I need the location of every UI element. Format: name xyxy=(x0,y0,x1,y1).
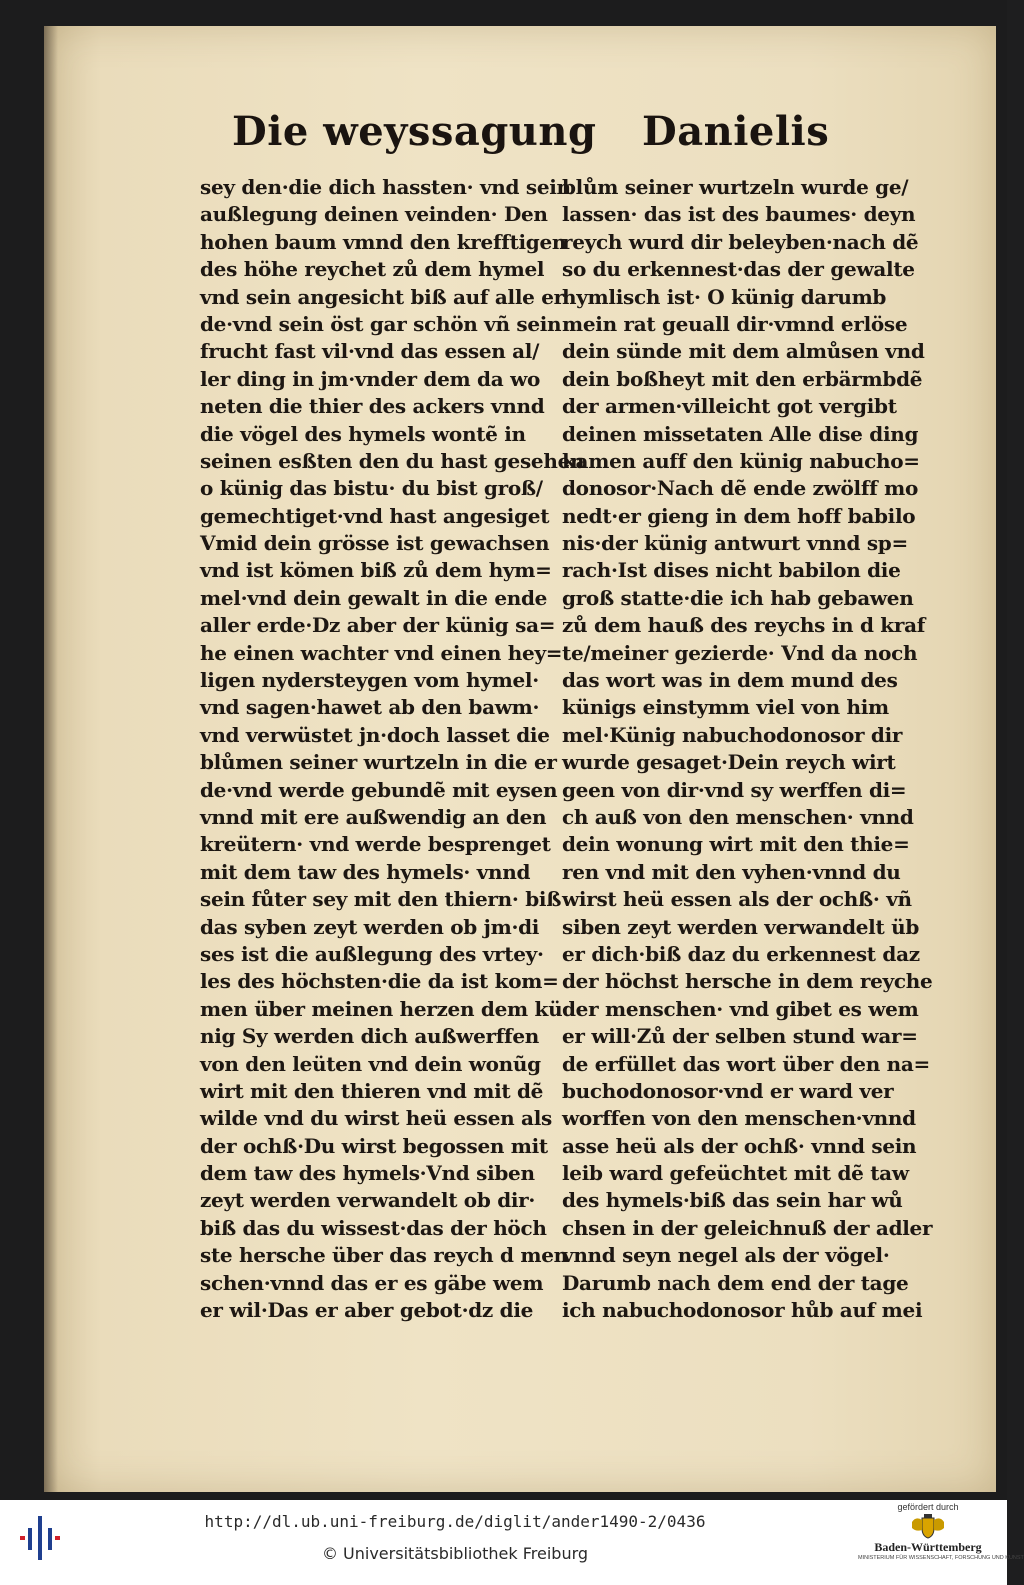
text-line: sey den·die dich hassten· vnd sein xyxy=(200,175,571,199)
text-line: dein boßheyt mit den erbärmbdẽ xyxy=(562,366,923,391)
sponsor-name: Baden-Württemberg xyxy=(874,1540,982,1554)
text-line: dein wonung wirt mit den thie= xyxy=(562,832,910,857)
text-line: vnd sagen·hawet ab den bawm· xyxy=(200,695,540,720)
text-line: mel·Künig nabuchodonosor dir xyxy=(562,722,903,747)
text-line: geen von dir·vnd sy werffen di= xyxy=(562,777,907,802)
text-line: sein fůter sey mit den thiern· biß xyxy=(200,887,562,912)
text-line: mein rat geuall dir·vmnd erlöse xyxy=(562,311,908,336)
text-line: gemechtiget·vnd hast angesiget xyxy=(200,503,550,528)
text-line: ler ding in jm·vnder dem da wo xyxy=(200,366,541,391)
text-line: worffen von den menschen·vnnd xyxy=(562,1106,916,1131)
text-line: de erfüllet das wort über den na= xyxy=(562,1051,930,1076)
text-line: wirst heü essen als der ochß· vñ xyxy=(562,887,912,912)
text-line: die vögel des hymels wontẽ in xyxy=(200,421,526,446)
text-line: er will·Zů der selben stund war= xyxy=(562,1024,918,1049)
text-line: zeyt werden verwandelt ob dir· xyxy=(200,1188,536,1213)
text-line: biß das du wissest·das der höch xyxy=(200,1215,547,1240)
text-line: o künig das bistu· du bist groß/ xyxy=(200,476,543,501)
text-line: vnnd mit ere außwendig an den xyxy=(200,804,547,829)
text-line: das wort was in dem mund des xyxy=(562,668,898,693)
text-line: des höhe reychet zů dem hymel xyxy=(200,257,545,282)
sponsor-block xyxy=(858,1502,1024,1582)
text-line: schen·vnnd das er es gäbe wem xyxy=(200,1270,544,1295)
text-line: zů dem hauß des reychs in d kraf xyxy=(562,613,926,638)
text-line: wurde gesaget·Dein reych wirt xyxy=(562,750,896,775)
text-line: außlegung deinen veinden· Den xyxy=(200,202,548,227)
text-line: der höchst hersche in dem reyche xyxy=(562,969,933,994)
text-line: vnd sein angesicht biß auf alle er xyxy=(200,284,564,309)
text-line: der menschen· vnd gibet es wem xyxy=(562,996,919,1021)
text-line: donosor·Nach dẽ ende zwölff mo xyxy=(562,476,919,501)
text-line: reych wurd dir beleyben·nach dẽ xyxy=(562,229,919,254)
text-line: les des höchsten·die da ist kom= xyxy=(200,969,559,994)
text-line: so du erkennest·das der gewalte xyxy=(562,257,915,282)
text-line: kreütern· vnd werde besprenget xyxy=(200,832,551,857)
text-line: ch auß von den menschen· vnnd xyxy=(562,804,914,829)
text-line: de·vnd werde gebundẽ mit eysen xyxy=(200,777,558,802)
text-line: des hymels·biß das sein har wů xyxy=(562,1188,903,1213)
text-line: siben zeyt werden verwandelt üb xyxy=(562,914,919,939)
text-line: te/meiner gezierde· Vnd da noch xyxy=(562,640,918,665)
sponsor-subtitle: MINISTERIUM FÜR WISSENSCHAFT, FORSCHUNG UND KUNST xyxy=(858,1555,1024,1561)
running-head-right: Danielis xyxy=(642,108,830,155)
text-line: ste hersche über das reych d men xyxy=(200,1243,568,1268)
text-line: de·vnd sein öst gar schön vñ sein xyxy=(200,311,562,336)
text-column-left xyxy=(200,174,585,1324)
text-line: nig Sy werden dich außwerffen xyxy=(200,1024,540,1049)
text-line: wilde vnd du wirst heü essen als xyxy=(200,1106,552,1131)
text-line: wirt mit den thieren vnd mit dẽ xyxy=(200,1078,544,1103)
text-column-right xyxy=(562,174,933,1324)
text-line: nis·der künig antwurt vnnd sp= xyxy=(562,531,908,556)
copyright-notice: © Universitätsbibliothek Freiburg xyxy=(321,1544,589,1563)
text-line: dem taw des hymels·Vnd siben xyxy=(200,1161,535,1186)
permalink-url[interactable]: http://dl.ub.uni-freiburg.de/diglit/ander1490-2/0436 xyxy=(204,1512,706,1531)
text-line: vnd verwüstet jn·doch lasset die xyxy=(200,722,550,747)
text-line: frucht fast vil·vnd das essen al/ xyxy=(200,339,540,364)
text-line: von den leüten vnd dein wonũg xyxy=(200,1051,541,1076)
text-line: der ochß·Du wirst begossen mit xyxy=(200,1133,548,1158)
text-line: seinen esßten den du hast gesehen xyxy=(200,448,585,473)
text-line: ses ist die außlegung des vrtey· xyxy=(200,941,544,966)
text-line: he einen wachter vnd einen hey= xyxy=(200,640,563,665)
text-line: hymlisch ist· O künig darumb xyxy=(562,284,887,309)
text-line: blůmen seiner wurtzeln in die er xyxy=(200,750,557,775)
text-line: der armen·villeicht got vergibt xyxy=(562,394,897,419)
text-line: rach·Ist dises nicht babilon die xyxy=(562,558,901,583)
text-line: groß statte·die ich hab gebawen xyxy=(562,585,914,610)
text-line: er wil·Das er aber gebot·dz die xyxy=(200,1298,534,1323)
text-line: Darumb nach dem end der tage xyxy=(562,1270,909,1295)
text-line: vnnd seyn negel als der vögel· xyxy=(562,1243,890,1268)
text-line: neten die thier des ackers vnnd xyxy=(200,394,545,419)
text-line: deinen missetaten Alle dise ding xyxy=(562,421,919,446)
text-line: lassen· das ist des baumes· deyn xyxy=(562,202,916,227)
text-line: ren vnd mit den vyhen·vnnd du xyxy=(562,859,901,884)
text-line: men über meinen herzen dem kü xyxy=(200,996,563,1021)
text-line: Vmid dein grösse ist gewachsen xyxy=(200,531,550,556)
coat-of-arms-icon xyxy=(908,1514,948,1540)
text-line: kamen auff den künig nabucho= xyxy=(562,448,920,473)
text-line: hohen baum vmnd den krefftigen xyxy=(200,229,567,254)
text-line: blům seiner wurtzeln wurde ge/ xyxy=(562,175,909,199)
text-line: buchodonosor·vnd er ward ver xyxy=(562,1078,894,1103)
text-line: vnd ist kömen biß zů dem hym= xyxy=(200,558,552,583)
footer-bar xyxy=(0,1500,1024,1585)
text-line: mel·vnd dein gewalt in die ende xyxy=(200,585,548,610)
text-line: nedt·er gieng in dem hoff babilo xyxy=(562,503,916,528)
sponsor-label: gefördert durch xyxy=(897,1502,959,1512)
text-line: er dich·biß daz du erkennest daz xyxy=(562,941,920,966)
book-page xyxy=(44,26,996,1492)
text-line: chsen in der geleichnuß der adler xyxy=(562,1215,933,1240)
text-line: aller erde·Dz aber der künig sa= xyxy=(200,613,556,638)
text-line: künigs einstymm viel von him xyxy=(562,695,889,720)
text-line: leib ward gefeüchtet mit dẽ taw xyxy=(562,1161,909,1186)
running-head xyxy=(44,108,996,168)
text-line: asse heü als der ochß· vnnd sein xyxy=(562,1133,917,1158)
text-line: mit dem taw des hymels· vnnd xyxy=(200,859,531,884)
running-head-left: Die weyssagung xyxy=(232,108,597,155)
text-line: dein sünde mit dem almůsen vnd xyxy=(562,339,925,364)
text-line: ligen nydersteygen vom hymel· xyxy=(200,668,539,693)
text-line: das syben zeyt werden ob jm·di xyxy=(200,914,540,939)
text-line: ich nabuchodonosor hůb auf mei xyxy=(562,1298,923,1323)
